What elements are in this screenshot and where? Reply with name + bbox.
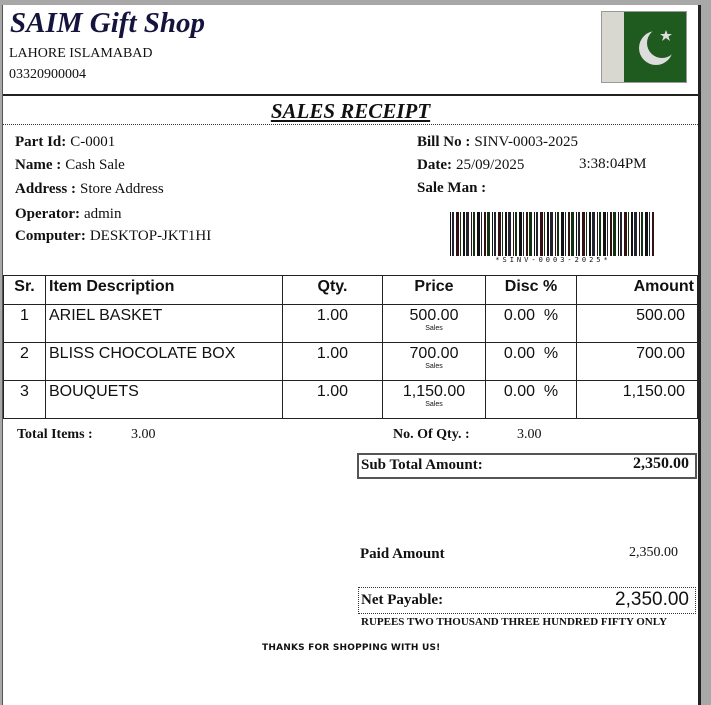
pct: % xyxy=(543,345,559,362)
barcode-bar xyxy=(536,212,538,256)
computer: DESKTOP-JKT1HI xyxy=(89,228,212,244)
sr: 1 xyxy=(4,305,46,343)
barcode-bar xyxy=(592,212,595,256)
barcode-bar xyxy=(634,212,637,256)
price: 700.00 xyxy=(409,345,459,362)
barcode-bar xyxy=(628,212,629,256)
qty: 1.00 xyxy=(283,343,383,381)
barcode-bar xyxy=(519,212,522,256)
col-amount: Amount xyxy=(577,276,698,305)
receipt-page xyxy=(2,5,701,705)
barcode-bar xyxy=(456,212,459,256)
divider xyxy=(3,124,698,125)
operator-label: Operator: xyxy=(15,206,80,222)
operator: admin xyxy=(83,206,122,222)
description: ARIEL BASKET xyxy=(46,305,283,343)
disc: 0.00 xyxy=(503,345,535,362)
barcode-bar xyxy=(487,212,490,256)
barcode-bar xyxy=(639,212,640,256)
address: Store Address xyxy=(79,181,164,197)
amount: 700.00 xyxy=(577,343,698,381)
shop-city: LAHORE ISLAMABAD xyxy=(9,46,153,61)
price-note: Sales xyxy=(425,363,443,370)
barcode-bar xyxy=(586,212,587,256)
barcode-bar xyxy=(498,212,501,256)
barcode-bar xyxy=(544,212,545,256)
price-note: Sales xyxy=(425,325,443,332)
barcode-bar xyxy=(463,212,465,256)
barcode-bar xyxy=(529,212,532,256)
qty-label: No. Of Qty. : xyxy=(393,427,470,442)
barcode-bar xyxy=(618,212,619,256)
divider xyxy=(3,94,698,96)
paid-label: Paid Amount xyxy=(360,546,445,562)
barcode-bar xyxy=(565,212,566,256)
col-price: Price xyxy=(383,276,486,305)
shop-name: SAIM Gift Shop xyxy=(10,7,206,39)
barcode-bar xyxy=(557,212,559,256)
col-sr: Sr. xyxy=(4,276,46,305)
subtotal-box xyxy=(357,453,697,479)
barcode-bar xyxy=(502,212,503,256)
barcode-bar xyxy=(607,212,608,256)
barcode-bar xyxy=(620,212,622,256)
barcode-bar xyxy=(466,212,469,256)
sr: 2 xyxy=(4,343,46,381)
barcode-bar xyxy=(534,212,535,256)
subtotal: 2,350.00 xyxy=(633,455,689,472)
barcode-bar xyxy=(481,212,482,256)
disc: 0.00 xyxy=(503,307,535,324)
barcode-bar xyxy=(523,212,524,256)
date: 25/09/2025 xyxy=(455,157,525,173)
barcode-bar xyxy=(599,212,601,256)
barcode-bar xyxy=(460,212,461,256)
qty: 1.00 xyxy=(283,381,383,419)
barcode-bar xyxy=(526,212,528,256)
amount-in-words: RUPEES TWO THOUSAND THREE HUNDRED FIFTY ONLY xyxy=(361,616,668,628)
net-label: Net Payable: xyxy=(361,592,444,608)
barcode-bar xyxy=(494,212,496,256)
qty: 1.00 xyxy=(283,305,383,343)
price: 1,150.00 xyxy=(402,383,466,400)
barcode-bar xyxy=(582,212,585,256)
barcode-bar xyxy=(550,212,553,256)
barcode-bar xyxy=(578,212,580,256)
bill-label: Bill No : xyxy=(417,134,471,150)
subtotal-label: Sub Total Amount: xyxy=(361,457,483,473)
sr: 3 xyxy=(4,381,46,419)
barcode-bar xyxy=(452,212,454,256)
address-label: Address : xyxy=(15,181,76,197)
pakistan-flag-logo xyxy=(601,11,687,83)
name-label: Name : xyxy=(15,157,62,173)
barcode-bar xyxy=(547,212,549,256)
total-items: 3.00 xyxy=(131,427,156,442)
pct: % xyxy=(543,383,559,400)
barcode-bar xyxy=(450,212,451,256)
barcode-bar xyxy=(561,212,564,256)
barcode-bar xyxy=(508,212,511,256)
part-id: C-0001 xyxy=(70,134,116,150)
barcode-bar xyxy=(505,212,507,256)
description: BLISS CHOCOLATE BOX xyxy=(46,343,283,381)
table-row xyxy=(4,343,698,381)
table-row xyxy=(4,381,698,419)
price: 500.00 xyxy=(409,307,459,324)
paid-amount: 2,350.00 xyxy=(629,545,678,560)
customer-name: Cash Sale xyxy=(65,157,125,173)
barcode-bar xyxy=(652,212,654,256)
barcode-bar xyxy=(624,212,627,256)
shop-phone: 03320900004 xyxy=(9,67,86,82)
net-payable: 2,350.00 xyxy=(615,589,689,610)
barcode-bar xyxy=(513,212,514,256)
barcode-bar xyxy=(484,212,486,256)
col-qty: Qty. xyxy=(283,276,383,305)
part-id-label: Part Id: xyxy=(15,134,67,150)
barcode-bar xyxy=(568,212,570,256)
amount: 500.00 xyxy=(577,305,698,343)
barcode-bar xyxy=(477,212,480,256)
pct: % xyxy=(543,307,559,324)
disc: 0.00 xyxy=(503,383,535,400)
barcode-bar xyxy=(555,212,556,256)
date-label: Date: xyxy=(417,157,452,173)
barcode-bar xyxy=(645,212,648,256)
total-qty: 3.00 xyxy=(517,427,542,442)
barcode-bar xyxy=(613,212,616,256)
barcode-bar xyxy=(649,212,650,256)
barcode-bar xyxy=(473,212,475,256)
barcode-text: *SINV-0003-2025* xyxy=(495,256,611,264)
barcode-bar xyxy=(471,212,472,256)
col-disc: Disc % xyxy=(486,276,577,305)
barcode-bar xyxy=(631,212,633,256)
table-row xyxy=(4,305,698,343)
barcode-bar xyxy=(597,212,598,256)
barcode-bar xyxy=(603,212,606,256)
price-note: Sales xyxy=(425,401,443,408)
table-header xyxy=(4,276,698,305)
col-description: Item Description xyxy=(46,276,283,305)
total-items-label: Total Items : xyxy=(17,427,93,442)
time: 3:38:04PM xyxy=(579,156,647,172)
barcode-bar xyxy=(571,212,574,256)
saleman-label: Sale Man : xyxy=(417,180,487,196)
barcode-bar xyxy=(610,212,612,256)
net-payable-box xyxy=(358,587,696,614)
barcode-bar xyxy=(641,212,643,256)
items-table xyxy=(3,275,698,419)
description: BOUQUETS xyxy=(46,381,283,419)
thanks-message: THANKS FOR SHOPPING WITH US! xyxy=(262,643,441,653)
barcode-bar xyxy=(576,212,577,256)
barcode xyxy=(448,212,658,258)
barcode-bar xyxy=(540,212,543,256)
barcode-bar xyxy=(515,212,517,256)
receipt-title: SALES RECEIPT xyxy=(270,99,431,123)
amount: 1,150.00 xyxy=(577,381,698,419)
bill-no: SINV-0003-2025 xyxy=(474,134,578,150)
computer-label: Computer: xyxy=(15,228,86,244)
barcode-bar xyxy=(492,212,493,256)
barcode-bar xyxy=(589,212,591,256)
